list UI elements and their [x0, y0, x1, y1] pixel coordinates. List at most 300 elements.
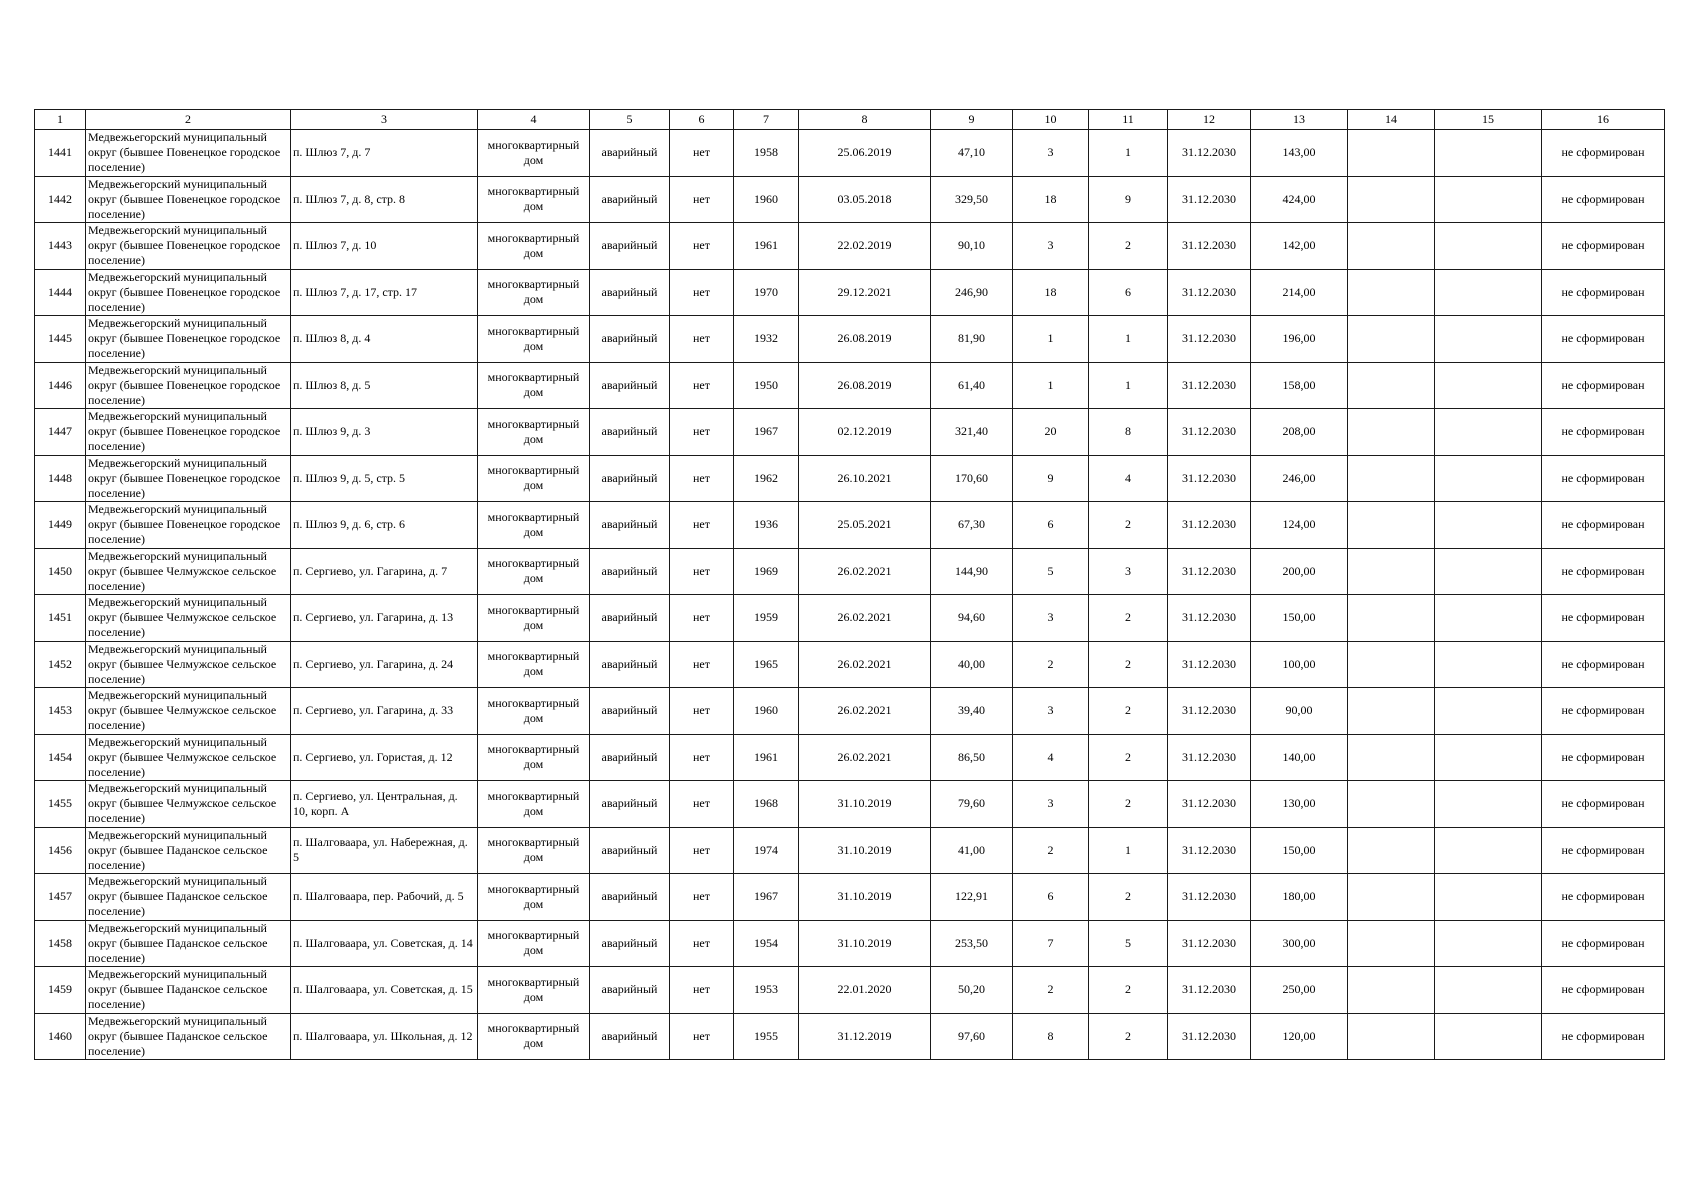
column-10-cell: 6 — [1013, 874, 1089, 921]
municipality-cell: Медвежьегорский муниципальный округ (бывшее Челмужское сельское поселение) — [86, 781, 291, 828]
column-header: 10 — [1013, 110, 1089, 130]
column-10-cell: 1 — [1013, 316, 1089, 363]
column-14-cell — [1348, 269, 1435, 316]
column-13-cell: 90,00 — [1251, 688, 1348, 735]
column-header: 5 — [590, 110, 670, 130]
column-13-cell: 140,00 — [1251, 734, 1348, 781]
column-11-cell: 1 — [1089, 362, 1168, 409]
year-cell: 1974 — [734, 827, 799, 874]
column-14-cell — [1348, 316, 1435, 363]
building-type-cell: многоквартирный дом — [478, 920, 590, 967]
municipality-cell: Медвежьегорский муниципальный округ (бывшее Челмужское сельское поселение) — [86, 595, 291, 642]
recognition-date-cell: 31.12.2019 — [799, 1013, 931, 1060]
building-type-cell: многоквартирный дом — [478, 269, 590, 316]
column-14-cell — [1348, 595, 1435, 642]
column-11-cell: 2 — [1089, 874, 1168, 921]
column-11-cell: 1 — [1089, 130, 1168, 177]
planned-date-cell: 31.12.2030 — [1168, 827, 1251, 874]
area-cell: 41,00 — [931, 827, 1013, 874]
column-14-cell — [1348, 734, 1435, 781]
column-15-cell — [1435, 781, 1542, 828]
column-14-cell — [1348, 223, 1435, 270]
flag-cell: нет — [670, 176, 734, 223]
column-11-cell: 2 — [1089, 1013, 1168, 1060]
column-10-cell: 7 — [1013, 920, 1089, 967]
column-15-cell — [1435, 595, 1542, 642]
status-cell: не сформирован — [1542, 734, 1665, 781]
address-cell: п. Шалговаара, ул. Советская, д. 15 — [291, 967, 478, 1014]
building-type-cell: многоквартирный дом — [478, 548, 590, 595]
year-cell: 1969 — [734, 548, 799, 595]
area-cell: 170,60 — [931, 455, 1013, 502]
table-row — [35, 316, 1665, 363]
column-11-cell: 9 — [1089, 176, 1168, 223]
column-header: 7 — [734, 110, 799, 130]
recognition-date-cell: 02.12.2019 — [799, 409, 931, 456]
table-row — [35, 130, 1665, 177]
recognition-date-cell: 22.02.2019 — [799, 223, 931, 270]
condition-cell: аварийный — [590, 967, 670, 1014]
column-header: 4 — [478, 110, 590, 130]
status-cell: не сформирован — [1542, 548, 1665, 595]
column-11-cell: 1 — [1089, 316, 1168, 363]
column-11-cell: 3 — [1089, 548, 1168, 595]
column-10-cell: 4 — [1013, 734, 1089, 781]
address-cell: п. Сергиево, ул. Гагарина, д. 7 — [291, 548, 478, 595]
table-row — [35, 641, 1665, 688]
row-number-cell: 1441 — [35, 130, 86, 177]
area-cell: 86,50 — [931, 734, 1013, 781]
column-10-cell: 2 — [1013, 641, 1089, 688]
building-type-cell: многоквартирный дом — [478, 734, 590, 781]
column-10-cell: 9 — [1013, 455, 1089, 502]
condition-cell: аварийный — [590, 595, 670, 642]
flag-cell: нет — [670, 967, 734, 1014]
address-cell: п. Шалговаара, пер. Рабочий, д. 5 — [291, 874, 478, 921]
status-cell: не сформирован — [1542, 688, 1665, 735]
municipality-cell: Медвежьегорский муниципальный округ (бывшее Челмужское сельское поселение) — [86, 641, 291, 688]
table-row — [35, 920, 1665, 967]
column-13-cell: 250,00 — [1251, 967, 1348, 1014]
area-cell: 50,20 — [931, 967, 1013, 1014]
year-cell: 1960 — [734, 688, 799, 735]
column-13-cell: 142,00 — [1251, 223, 1348, 270]
status-cell: не сформирован — [1542, 827, 1665, 874]
column-14-cell — [1348, 409, 1435, 456]
year-cell: 1962 — [734, 455, 799, 502]
housing-register-table — [34, 109, 1665, 1060]
recognition-date-cell: 26.08.2019 — [799, 362, 931, 409]
address-cell: п. Шалговаара, ул. Школьная, д. 12 — [291, 1013, 478, 1060]
recognition-date-cell: 26.02.2021 — [799, 641, 931, 688]
flag-cell: нет — [670, 688, 734, 735]
table-row — [35, 781, 1665, 828]
column-header: 15 — [1435, 110, 1542, 130]
column-13-cell: 180,00 — [1251, 874, 1348, 921]
status-cell: не сформирован — [1542, 641, 1665, 688]
municipality-cell: Медвежьегорский муниципальный округ (бывшее Повенецкое городское поселение) — [86, 362, 291, 409]
column-11-cell: 2 — [1089, 641, 1168, 688]
column-15-cell — [1435, 688, 1542, 735]
area-cell: 90,10 — [931, 223, 1013, 270]
column-10-cell: 3 — [1013, 781, 1089, 828]
municipality-cell: Медвежьегорский муниципальный округ (бывшее Повенецкое городское поселение) — [86, 269, 291, 316]
municipality-cell: Медвежьегорский муниципальный округ (бывшее Повенецкое городское поселение) — [86, 455, 291, 502]
status-cell: не сформирован — [1542, 595, 1665, 642]
column-11-cell: 1 — [1089, 827, 1168, 874]
condition-cell: аварийный — [590, 176, 670, 223]
planned-date-cell: 31.12.2030 — [1168, 734, 1251, 781]
status-cell: не сформирован — [1542, 455, 1665, 502]
column-header: 13 — [1251, 110, 1348, 130]
row-number-cell: 1453 — [35, 688, 86, 735]
recognition-date-cell: 26.02.2021 — [799, 734, 931, 781]
column-header: 11 — [1089, 110, 1168, 130]
municipality-cell: Медвежьегорский муниципальный округ (бывшее Повенецкое городское поселение) — [86, 316, 291, 363]
recognition-date-cell: 31.10.2019 — [799, 874, 931, 921]
year-cell: 1967 — [734, 874, 799, 921]
table-row — [35, 455, 1665, 502]
area-cell: 40,00 — [931, 641, 1013, 688]
municipality-cell: Медвежьегорский муниципальный округ (бывшее Повенецкое городское поселение) — [86, 130, 291, 177]
address-cell: п. Шлюз 8, д. 5 — [291, 362, 478, 409]
row-number-cell: 1448 — [35, 455, 86, 502]
column-15-cell — [1435, 967, 1542, 1014]
flag-cell: нет — [670, 316, 734, 363]
status-cell: не сформирован — [1542, 920, 1665, 967]
column-15-cell — [1435, 827, 1542, 874]
column-13-cell: 214,00 — [1251, 269, 1348, 316]
table-row — [35, 874, 1665, 921]
row-number-cell: 1458 — [35, 920, 86, 967]
status-cell: не сформирован — [1542, 176, 1665, 223]
building-type-cell: многоквартирный дом — [478, 362, 590, 409]
condition-cell: аварийный — [590, 269, 670, 316]
municipality-cell: Медвежьегорский муниципальный округ (бывшее Челмужское сельское поселение) — [86, 688, 291, 735]
column-header: 2 — [86, 110, 291, 130]
address-cell: п. Шалговаара, ул. Советская, д. 14 — [291, 920, 478, 967]
row-number-cell: 1444 — [35, 269, 86, 316]
area-cell: 321,40 — [931, 409, 1013, 456]
flag-cell: нет — [670, 269, 734, 316]
column-14-cell — [1348, 455, 1435, 502]
condition-cell: аварийный — [590, 409, 670, 456]
recognition-date-cell: 26.02.2021 — [799, 548, 931, 595]
planned-date-cell: 31.12.2030 — [1168, 641, 1251, 688]
flag-cell: нет — [670, 641, 734, 688]
planned-date-cell: 31.12.2030 — [1168, 548, 1251, 595]
column-15-cell — [1435, 316, 1542, 363]
column-10-cell: 3 — [1013, 223, 1089, 270]
flag-cell: нет — [670, 455, 734, 502]
column-header: 9 — [931, 110, 1013, 130]
year-cell: 1953 — [734, 967, 799, 1014]
column-14-cell — [1348, 827, 1435, 874]
address-cell: п. Шалговаара, ул. Набережная, д. 5 — [291, 827, 478, 874]
table-row — [35, 269, 1665, 316]
planned-date-cell: 31.12.2030 — [1168, 409, 1251, 456]
column-header: 16 — [1542, 110, 1665, 130]
year-cell: 1961 — [734, 223, 799, 270]
column-13-cell: 100,00 — [1251, 641, 1348, 688]
column-10-cell: 3 — [1013, 595, 1089, 642]
recognition-date-cell: 25.06.2019 — [799, 130, 931, 177]
status-cell: не сформирован — [1542, 967, 1665, 1014]
status-cell: не сформирован — [1542, 130, 1665, 177]
column-13-cell: 150,00 — [1251, 827, 1348, 874]
column-10-cell: 3 — [1013, 688, 1089, 735]
building-type-cell: многоквартирный дом — [478, 781, 590, 828]
column-15-cell — [1435, 734, 1542, 781]
column-14-cell — [1348, 362, 1435, 409]
condition-cell: аварийный — [590, 920, 670, 967]
column-13-cell: 150,00 — [1251, 595, 1348, 642]
row-number-cell: 1456 — [35, 827, 86, 874]
status-cell: не сформирован — [1542, 502, 1665, 549]
row-number-cell: 1442 — [35, 176, 86, 223]
table-row — [35, 595, 1665, 642]
address-cell: п. Шлюз 9, д. 5, стр. 5 — [291, 455, 478, 502]
planned-date-cell: 31.12.2030 — [1168, 781, 1251, 828]
column-13-cell: 300,00 — [1251, 920, 1348, 967]
column-13-cell: 200,00 — [1251, 548, 1348, 595]
column-14-cell — [1348, 967, 1435, 1014]
table-row — [35, 223, 1665, 270]
column-header: 14 — [1348, 110, 1435, 130]
year-cell: 1954 — [734, 920, 799, 967]
recognition-date-cell: 26.02.2021 — [799, 688, 931, 735]
column-14-cell — [1348, 502, 1435, 549]
municipality-cell: Медвежьегорский муниципальный округ (бывшее Паданское сельское поселение) — [86, 1013, 291, 1060]
column-13-cell: 246,00 — [1251, 455, 1348, 502]
row-number-cell: 1443 — [35, 223, 86, 270]
municipality-cell: Медвежьегорский муниципальный округ (бывшее Повенецкое городское поселение) — [86, 176, 291, 223]
planned-date-cell: 31.12.2030 — [1168, 1013, 1251, 1060]
column-14-cell — [1348, 920, 1435, 967]
planned-date-cell: 31.12.2030 — [1168, 502, 1251, 549]
column-14-cell — [1348, 130, 1435, 177]
column-14-cell — [1348, 548, 1435, 595]
building-type-cell: многоквартирный дом — [478, 688, 590, 735]
condition-cell: аварийный — [590, 734, 670, 781]
year-cell: 1959 — [734, 595, 799, 642]
year-cell: 1936 — [734, 502, 799, 549]
planned-date-cell: 31.12.2030 — [1168, 223, 1251, 270]
flag-cell: нет — [670, 595, 734, 642]
condition-cell: аварийный — [590, 781, 670, 828]
column-10-cell: 5 — [1013, 548, 1089, 595]
planned-date-cell: 31.12.2030 — [1168, 595, 1251, 642]
year-cell: 1967 — [734, 409, 799, 456]
condition-cell: аварийный — [590, 316, 670, 363]
column-14-cell — [1348, 176, 1435, 223]
municipality-cell: Медвежьегорский муниципальный округ (бывшее Челмужское сельское поселение) — [86, 548, 291, 595]
flag-cell: нет — [670, 502, 734, 549]
year-cell: 1958 — [734, 130, 799, 177]
area-cell: 67,30 — [931, 502, 1013, 549]
column-15-cell — [1435, 1013, 1542, 1060]
column-10-cell: 8 — [1013, 1013, 1089, 1060]
row-number-cell: 1460 — [35, 1013, 86, 1060]
planned-date-cell: 31.12.2030 — [1168, 688, 1251, 735]
recognition-date-cell: 29.12.2021 — [799, 269, 931, 316]
column-11-cell: 2 — [1089, 502, 1168, 549]
column-15-cell — [1435, 409, 1542, 456]
municipality-cell: Медвежьегорский муниципальный округ (бывшее Повенецкое городское поселение) — [86, 409, 291, 456]
address-cell: п. Шлюз 9, д. 3 — [291, 409, 478, 456]
table-row — [35, 502, 1665, 549]
column-15-cell — [1435, 874, 1542, 921]
column-14-cell — [1348, 688, 1435, 735]
column-13-cell: 120,00 — [1251, 1013, 1348, 1060]
table-row — [35, 548, 1665, 595]
column-header: 3 — [291, 110, 478, 130]
condition-cell: аварийный — [590, 827, 670, 874]
column-10-cell: 2 — [1013, 967, 1089, 1014]
column-11-cell: 2 — [1089, 967, 1168, 1014]
recognition-date-cell: 31.10.2019 — [799, 827, 931, 874]
area-cell: 39,40 — [931, 688, 1013, 735]
column-10-cell: 2 — [1013, 827, 1089, 874]
column-13-cell: 124,00 — [1251, 502, 1348, 549]
planned-date-cell: 31.12.2030 — [1168, 967, 1251, 1014]
condition-cell: аварийный — [590, 362, 670, 409]
planned-date-cell: 31.12.2030 — [1168, 455, 1251, 502]
year-cell: 1970 — [734, 269, 799, 316]
area-cell: 329,50 — [931, 176, 1013, 223]
column-15-cell — [1435, 223, 1542, 270]
flag-cell: нет — [670, 130, 734, 177]
recognition-date-cell: 26.08.2019 — [799, 316, 931, 363]
building-type-cell: многоквартирный дом — [478, 316, 590, 363]
building-type-cell: многоквартирный дом — [478, 595, 590, 642]
planned-date-cell: 31.12.2030 — [1168, 874, 1251, 921]
planned-date-cell: 31.12.2030 — [1168, 920, 1251, 967]
condition-cell: аварийный — [590, 641, 670, 688]
condition-cell: аварийный — [590, 130, 670, 177]
planned-date-cell: 31.12.2030 — [1168, 316, 1251, 363]
table-row — [35, 688, 1665, 735]
municipality-cell: Медвежьегорский муниципальный округ (бывшее Челмужское сельское поселение) — [86, 734, 291, 781]
column-11-cell: 2 — [1089, 595, 1168, 642]
column-10-cell: 20 — [1013, 409, 1089, 456]
planned-date-cell: 31.12.2030 — [1168, 176, 1251, 223]
table-row — [35, 734, 1665, 781]
building-type-cell: многоквартирный дом — [478, 176, 590, 223]
year-cell: 1961 — [734, 734, 799, 781]
address-cell: п. Шлюз 9, д. 6, стр. 6 — [291, 502, 478, 549]
column-number-row — [35, 110, 1665, 130]
status-cell: не сформирован — [1542, 223, 1665, 270]
column-10-cell: 1 — [1013, 362, 1089, 409]
flag-cell: нет — [670, 1013, 734, 1060]
column-header: 8 — [799, 110, 931, 130]
flag-cell: нет — [670, 781, 734, 828]
column-11-cell: 2 — [1089, 781, 1168, 828]
area-cell: 122,91 — [931, 874, 1013, 921]
year-cell: 1955 — [734, 1013, 799, 1060]
column-13-cell: 196,00 — [1251, 316, 1348, 363]
address-cell: п. Шлюз 8, д. 4 — [291, 316, 478, 363]
building-type-cell: многоквартирный дом — [478, 409, 590, 456]
municipality-cell: Медвежьегорский муниципальный округ (бывшее Повенецкое городское поселение) — [86, 223, 291, 270]
table-body — [35, 130, 1665, 1060]
area-cell: 253,50 — [931, 920, 1013, 967]
recognition-date-cell: 03.05.2018 — [799, 176, 931, 223]
column-header: 1 — [35, 110, 86, 130]
column-10-cell: 18 — [1013, 176, 1089, 223]
status-cell: не сформирован — [1542, 781, 1665, 828]
column-15-cell — [1435, 548, 1542, 595]
building-type-cell: многоквартирный дом — [478, 502, 590, 549]
condition-cell: аварийный — [590, 1013, 670, 1060]
column-15-cell — [1435, 130, 1542, 177]
building-type-cell: многоквартирный дом — [478, 223, 590, 270]
column-13-cell: 208,00 — [1251, 409, 1348, 456]
column-11-cell: 4 — [1089, 455, 1168, 502]
status-cell: не сформирован — [1542, 316, 1665, 363]
recognition-date-cell: 26.10.2021 — [799, 455, 931, 502]
planned-date-cell: 31.12.2030 — [1168, 269, 1251, 316]
area-cell: 97,60 — [931, 1013, 1013, 1060]
building-type-cell: многоквартирный дом — [478, 827, 590, 874]
building-type-cell: многоквартирный дом — [478, 967, 590, 1014]
address-cell: п. Шлюз 7, д. 17, стр. 17 — [291, 269, 478, 316]
column-15-cell — [1435, 920, 1542, 967]
column-13-cell: 158,00 — [1251, 362, 1348, 409]
area-cell: 47,10 — [931, 130, 1013, 177]
table-row — [35, 176, 1665, 223]
table-row — [35, 827, 1665, 874]
address-cell: п. Шлюз 7, д. 7 — [291, 130, 478, 177]
building-type-cell: многоквартирный дом — [478, 874, 590, 921]
column-11-cell: 5 — [1089, 920, 1168, 967]
building-type-cell: многоквартирный дом — [478, 1013, 590, 1060]
column-10-cell: 3 — [1013, 130, 1089, 177]
building-type-cell: многоквартирный дом — [478, 455, 590, 502]
column-15-cell — [1435, 502, 1542, 549]
area-cell: 79,60 — [931, 781, 1013, 828]
address-cell: п. Шлюз 7, д. 10 — [291, 223, 478, 270]
status-cell: не сформирован — [1542, 362, 1665, 409]
building-type-cell: многоквартирный дом — [478, 130, 590, 177]
address-cell: п. Сергиево, ул. Гагарина, д. 24 — [291, 641, 478, 688]
condition-cell: аварийный — [590, 223, 670, 270]
flag-cell: нет — [670, 223, 734, 270]
year-cell: 1932 — [734, 316, 799, 363]
table-row — [35, 1013, 1665, 1060]
flag-cell: нет — [670, 874, 734, 921]
column-header: 6 — [670, 110, 734, 130]
row-number-cell: 1445 — [35, 316, 86, 363]
flag-cell: нет — [670, 920, 734, 967]
column-13-cell: 424,00 — [1251, 176, 1348, 223]
area-cell: 61,40 — [931, 362, 1013, 409]
row-number-cell: 1452 — [35, 641, 86, 688]
recognition-date-cell: 31.10.2019 — [799, 920, 931, 967]
row-number-cell: 1459 — [35, 967, 86, 1014]
status-cell: не сформирован — [1542, 1013, 1665, 1060]
column-10-cell: 6 — [1013, 502, 1089, 549]
recognition-date-cell: 25.05.2021 — [799, 502, 931, 549]
row-number-cell: 1450 — [35, 548, 86, 595]
column-15-cell — [1435, 641, 1542, 688]
table-row — [35, 362, 1665, 409]
flag-cell: нет — [670, 362, 734, 409]
area-cell: 94,60 — [931, 595, 1013, 642]
column-15-cell — [1435, 455, 1542, 502]
flag-cell: нет — [670, 734, 734, 781]
